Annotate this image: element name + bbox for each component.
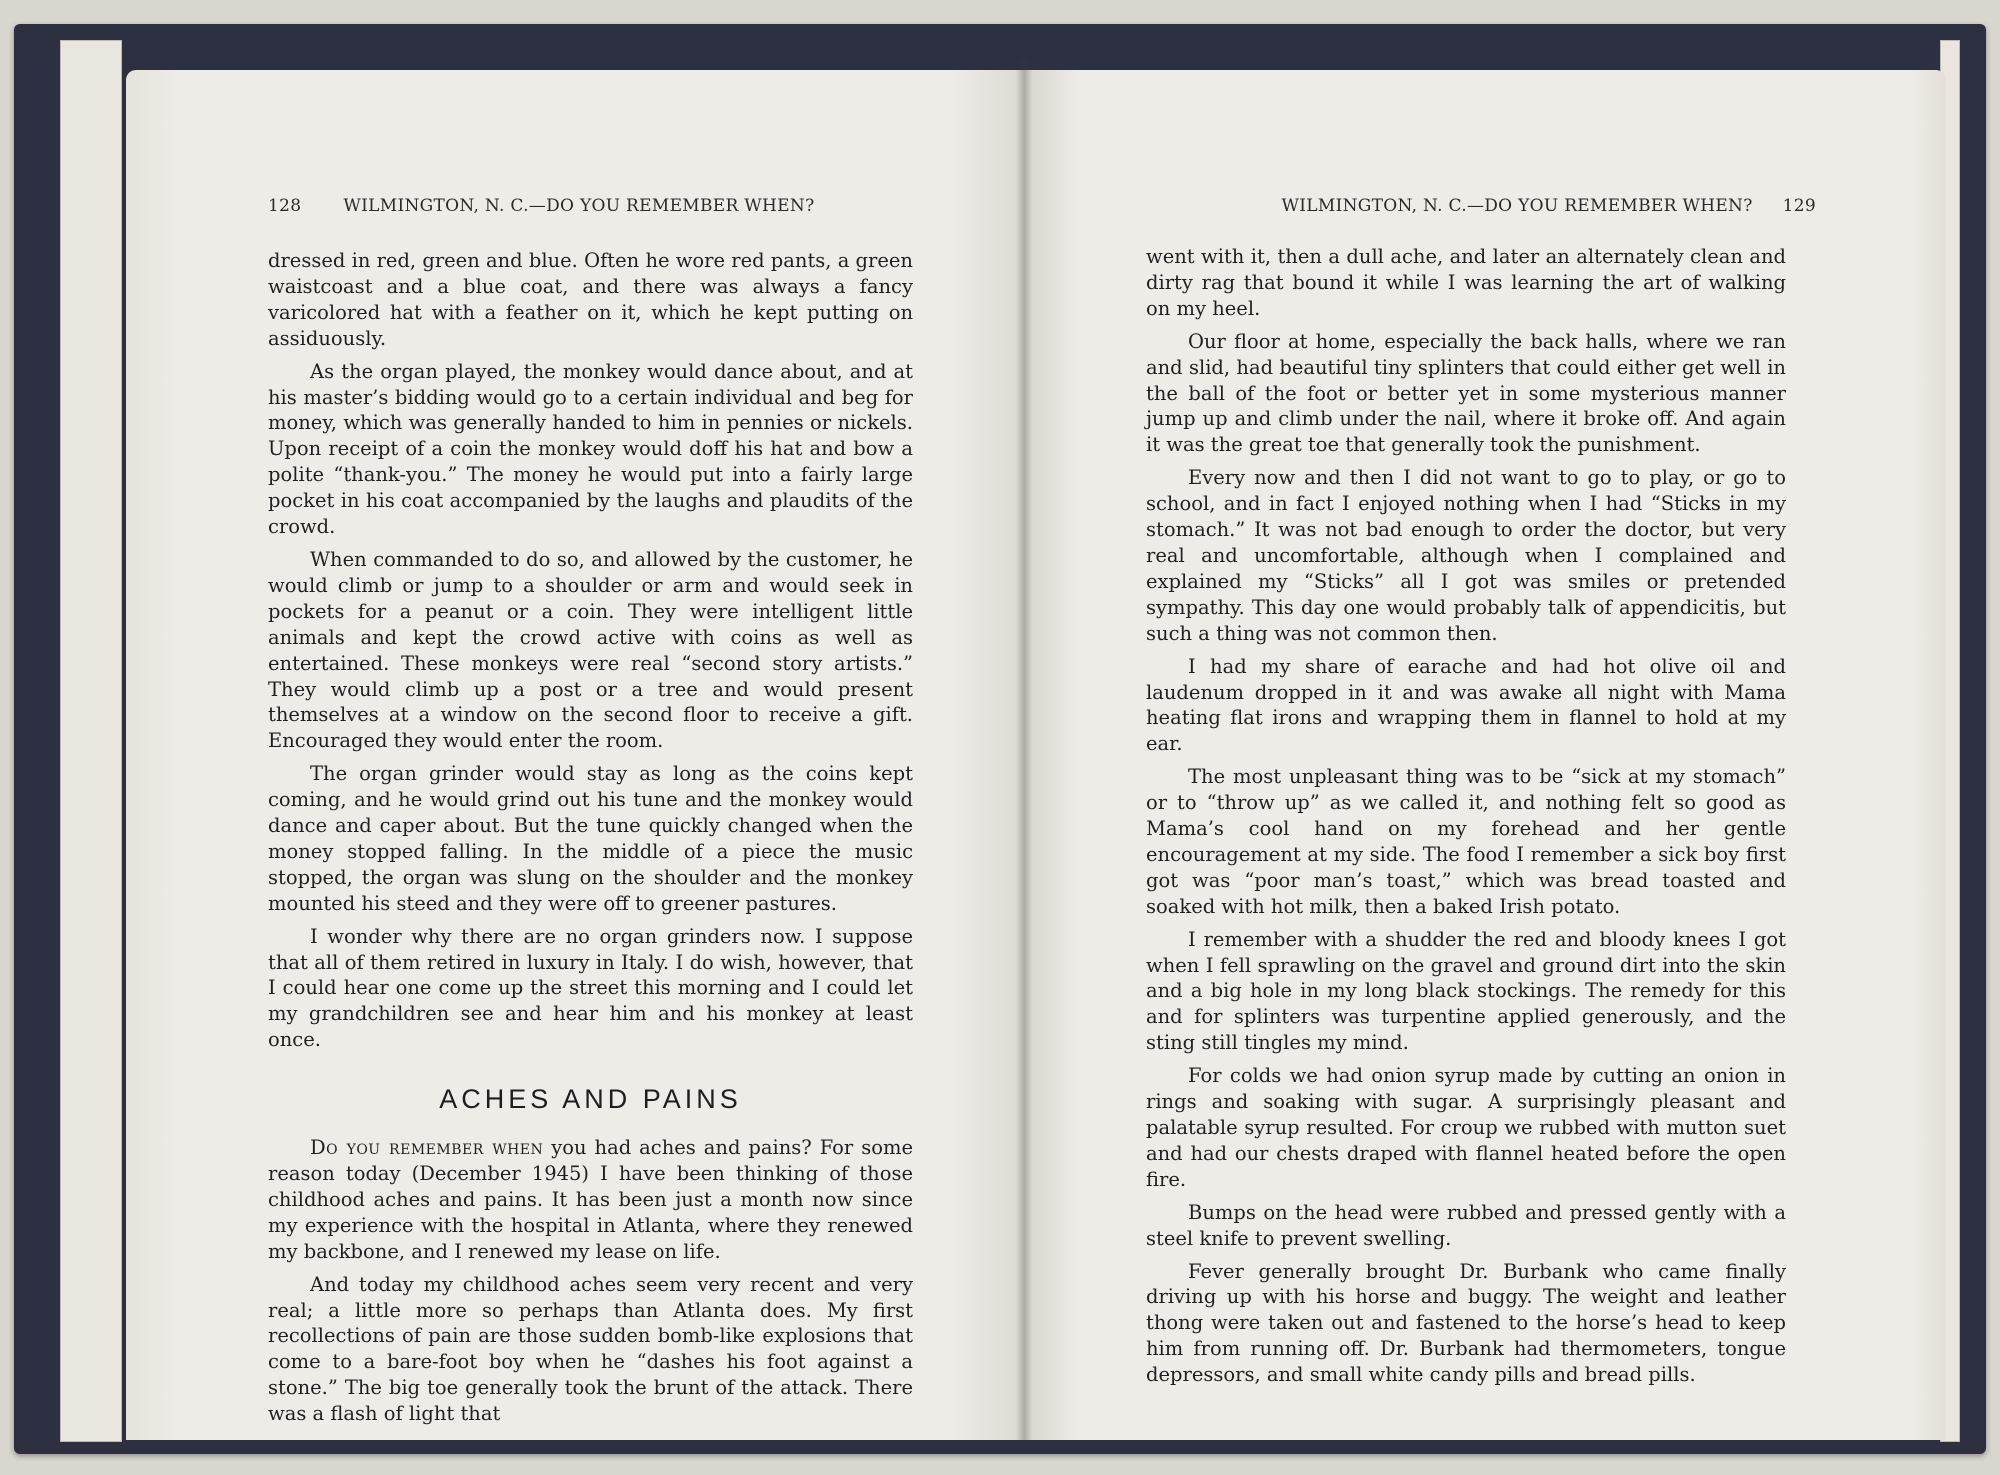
right-page-text bbox=[1146, 244, 1786, 1395]
paragraph bbox=[268, 1135, 913, 1265]
paragraph: dressed in red, green and blue. Often he wore red pants, a green waistcoast and a blue coat, and there was always a fancy varicolored hat with a feather on it, which he kept putting on assiduously. bbox=[268, 249, 913, 350]
page-number: 129 bbox=[1782, 196, 1816, 216]
left-running-header bbox=[268, 196, 908, 216]
paragraph: Every now and then I did not want to go to play, or go to school, and in fact I enjoyed nothing when I had “Sticks in my stomach.” It was not bad enough to order the doctor, but very real and uncomfortable, although when I complained and explained my “Sticks” all I got was smiles or pretended sympathy. This day one would probably talk of appendicitis, but such a thing was not common then. bbox=[1146, 466, 1786, 645]
section-lead: Do you remember when bbox=[310, 1136, 544, 1160]
paragraph: Our floor at home, especially the back halls, where we ran and slid, had beautiful tiny splinters that could either get well in the ball of the foot or better yet in some mysterious manner jump up and climb under the nail, where it broke off. And again it was the great toe that generally took the punishment. bbox=[1146, 329, 1786, 457]
paragraph: The most unpleasant thing was to be “sick at my stomach” or to “throw up” as we called it, and nothing felt so good as Mama’s cool hand on my forehead and her gentle encouragement at my side. The food I remember a sick boy first got was “poor man’s toast,” which was bread toasted and soaked with hot milk, then a baked Irish potato. bbox=[1146, 765, 1786, 918]
paragraph: When commanded to do so, and allowed by the customer, he would climb or jump to a shoulder or arm and would seek in pockets for a peanut or a coin. They were intelligent little animals and kept the crowd active with coins as well as entertained. These monkeys were real “second story artists.” They would climb up a post or a tree and would present themselves at a window on the second floor to receive a gift. Encouraged they would enter the room. bbox=[268, 547, 913, 753]
paragraph: For colds we had onion syrup made by cutting an onion in rings and soaking with sugar. A surprisingly pleasant and palatable syrup resulted. For croup we rubbed with mutton suet and had our chests draped with flannel heated before the open fire. bbox=[1146, 1064, 1786, 1191]
section-heading: ACHES AND PAINS bbox=[439, 1084, 742, 1115]
paragraph: I remember with a shudder the red and bloody knees I got when I fell sprawling on the gravel and ground dirt into the skin and a big hole in my long black stockings. The remedy for this and for splinters was turpentine applied generously, and the sting still tingles my mind. bbox=[1146, 927, 1786, 1055]
running-head: WILMINGTON, N. C.—DO YOU REMEMBER WHEN? bbox=[343, 196, 815, 216]
paragraph: And today my childhood aches seem very recent and very real; a little more so perhaps than Atlanta does. My first recollections of pain are those sudden bomb-like explosions that come to a bare-foot boy when he “dashes his foot against a stone.” The big toe generally took the brunt of the attack. There was a flash of light that bbox=[268, 1272, 913, 1426]
paragraph: I had my share of earache and had hot olive oil and laudenum dropped in it and was awake all night with Mama heating flat irons and wrapping them in flannel to hold at my ear. bbox=[1146, 654, 1786, 756]
paragraph-text: you had aches and pains? For some reason today (December 1945) I have been thinking of those childhood aches and pains. It has been just a month now since my experience with the hospital in Atlanta, where they renewed my backbone, and I renewed my lease on life. bbox=[268, 1136, 913, 1263]
book-gutter bbox=[1016, 60, 1032, 1440]
left-page bbox=[126, 70, 1024, 1440]
running-head: WILMINGTON, N. C.—DO YOU REMEMBER WHEN? bbox=[1281, 196, 1753, 216]
paragraph: The organ grinder would stay as long as the coins kept coming, and he would grind out his tune and the monkey would dance and caper about. But the tune quickly changed when the money stopped falling. In the middle of a piece the music stopped, the organ was slung on the shoulder and the monkey mounted his steed and they were off to greener pastures. bbox=[268, 762, 913, 915]
paragraph: I wonder why there are no organ grinders now. I suppose that all of them retired in luxury in Italy. I do wish, however, that I could hear one come up the street this morning and I could let my grandchildren see and hear him and his monkey at least once. bbox=[268, 924, 913, 1052]
paragraph: went with it, then a dull ache, and later an alternately clean and dirty rag that bound it while I was learning the art of walking on my heel. bbox=[1146, 245, 1786, 320]
page-number: 128 bbox=[268, 196, 302, 216]
right-running-header bbox=[1220, 196, 1816, 216]
paragraph: As the organ played, the monkey would dance about, and at his master’s bidding would go to a certain individual and beg for money, which was generally handed to him in pennies or nickels. Upon receipt of a coin the monkey would doff his hat and bow a polite “thank-you.” The money he would put into a fairly large pocket in his coat accompanied by the laughs and plaudits of the crowd. bbox=[268, 359, 913, 539]
right-page bbox=[1024, 70, 1946, 1440]
paragraph: Fever generally brought Dr. Burbank who came finally driving up with his horse and buggy. The weight and leather thong were taken out and fastened to the horse’s head to keep him from running off. Dr. Burbank had thermometers, tongue depressors, and small white candy pills and bread pills. bbox=[1146, 1259, 1786, 1387]
paragraph: Bumps on the head were rubbed and pressed gently with a steel knife to prevent swelling. bbox=[1146, 1200, 1786, 1250]
page-edges-left bbox=[60, 40, 122, 1442]
left-page-text bbox=[268, 248, 913, 1434]
